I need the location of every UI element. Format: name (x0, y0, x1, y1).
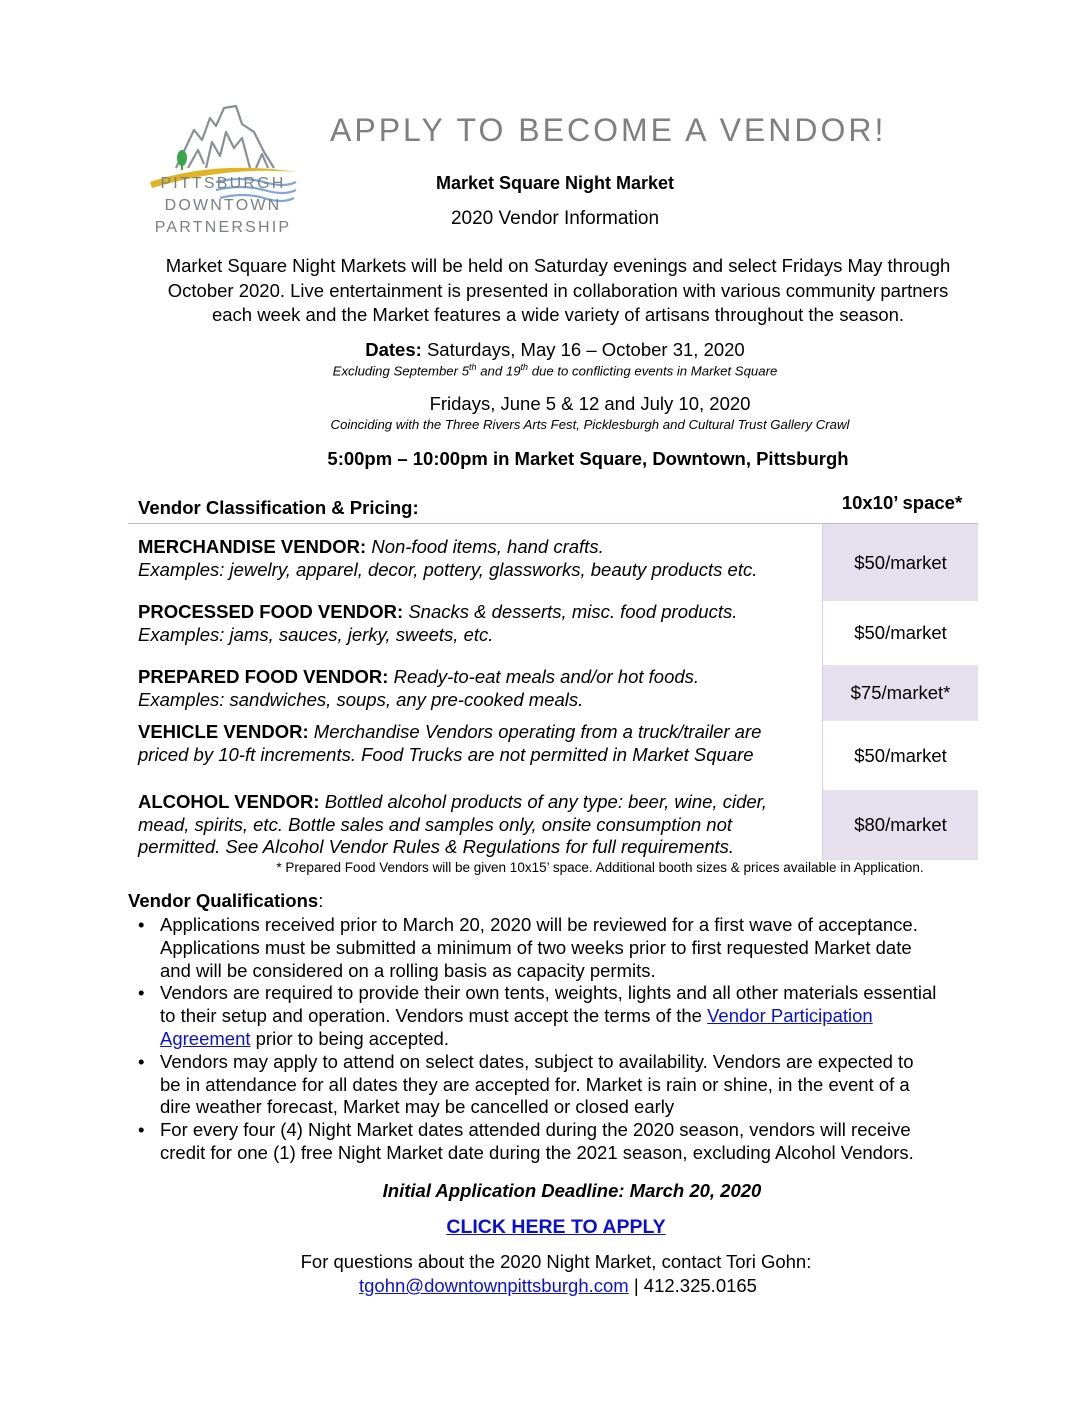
vendor-examples: Examples: sandwiches, soups, any pre-cooked meals. (138, 688, 584, 710)
note-text: and 19 (476, 363, 521, 379)
qualification-line: Applications received prior to March 20, 2020 will be reviewed for a first wave of acceptance. (160, 914, 918, 935)
price-prepared-food: $75/market* (823, 665, 978, 721)
qualification-line: and will be considered on a rolling basis as capacity permits. (160, 959, 656, 981)
bullet-icon: • (138, 1050, 145, 1072)
contact-info (0, 1275, 1088, 1297)
qualification-line: For every four (4) Night Market dates attended during the 2020 season, vendors will receive (160, 1119, 911, 1141)
note-text: due to conflicting events in Market Square (528, 363, 778, 379)
vendor-name: VEHICLE VENDOR: (138, 721, 309, 742)
vendor-examples: Examples: jewelry, apparel, decor, pottery, glassworks, beauty products etc. (138, 558, 758, 580)
dates-saturdays-note (0, 362, 1088, 378)
page-headline: APPLY TO BECOME A VENDOR! (330, 112, 887, 148)
pricing-footnote: * Prepared Food Vendors will be given 10x15’ space. Additional booth sizes & prices available in Application. (276, 860, 924, 875)
vendor-row-prepared-food (138, 666, 828, 711)
market-title: Market Square Night Market (435, 173, 675, 193)
vendor-desc-cont: mead, spirits, etc. Bottle sales and samples only, onsite consumption not (138, 813, 733, 835)
bullet-icon: • (138, 1119, 145, 1141)
vendor-examples: Examples: jams, sauces, jerky, sweets, etc. (138, 623, 494, 645)
space-header: 10x10’ space* (841, 492, 963, 513)
vendor-desc: Ready-to-eat meals and/or hot foods. (388, 666, 700, 687)
vendor-participation-agreement-link[interactable]: Vendor Participation (707, 1005, 873, 1027)
bullet-icon: • (138, 982, 145, 1004)
application-deadline: Initial Application Deadline: March 20, 2020 (382, 1180, 762, 1201)
qualification-text: prior to being accepted. (250, 1027, 449, 1049)
vendor-participation-agreement-link-cont[interactable]: Agreement (160, 1027, 251, 1049)
vendor-row-vehicle (138, 721, 828, 766)
qualifications-list (132, 914, 992, 1165)
note-text: Excluding September 5 (332, 363, 470, 379)
qualification-line (160, 1028, 992, 1051)
apply-link[interactable]: CLICK HERE TO APPLY (446, 1216, 666, 1238)
vendor-info-subtitle: 2020 Vendor Information (450, 208, 660, 229)
price-processed-food: $50/market (854, 622, 947, 643)
vendor-row-alcohol (138, 791, 828, 859)
vendor-desc: Bottled alcohol products of any type: beer, wine, cider, (319, 791, 767, 812)
vendor-desc: Merchandise Vendors operating from a truck/trailer are (308, 721, 762, 742)
qualifications-title-text: Vendor Qualifications (128, 890, 319, 911)
vendor-name: PREPARED FOOD VENDOR: (138, 666, 389, 687)
dates-label: Dates: (365, 339, 422, 360)
qualification-item (132, 914, 992, 982)
qualification-text: to their setup and operation. Vendors must accept the terms of the (160, 1005, 708, 1027)
vendor-name: PROCESSED FOOD VENDOR: (138, 601, 404, 622)
vendor-desc-cont: permitted. See Alcohol Vendor Rules & Regulations for full requirements. (138, 836, 735, 857)
vendor-desc: Non-food items, hand crafts. (366, 536, 604, 557)
logo-text-line1: PITTSBURGH (160, 175, 286, 192)
price-merchandise: $50/market (823, 524, 978, 601)
intro-line: each week and the Market features a wide variety of artisans throughout the season. (211, 304, 905, 325)
intro-line: Market Square Night Markets will be held on Saturday evenings and select Fridays May through (165, 255, 951, 276)
qualification-item (132, 1119, 992, 1165)
qualification-item (132, 1051, 992, 1119)
price-alcohol: $80/market (823, 790, 978, 860)
contact-line: For questions about the 2020 Night Market, contact Tori Gohn: (300, 1251, 812, 1272)
dates-saturdays-text: Saturdays, May 16 – October 31, 2020 (426, 339, 745, 360)
qualification-line: Applications must be submitted a minimum of two weeks prior to first requested Market date (160, 936, 912, 958)
contact-email-link[interactable]: tgohn@downtownpittsburgh.com (359, 1275, 629, 1296)
dates-saturdays (0, 339, 1088, 361)
qualification-line (160, 1005, 992, 1028)
intro-line: October 2020. Live entertainment is presented in collaboration with various community partners (167, 279, 949, 301)
note-sup: th (520, 362, 529, 372)
vendor-row-merchandise (138, 536, 828, 581)
dates-fridays-note: Coinciding with the Three Rivers Arts Fest, Picklesburgh and Cultural Trust Gallery Crawl (330, 417, 850, 432)
dates-fridays: Fridays, June 5 & 12 and July 10, 2020 (429, 393, 751, 414)
vendor-name: ALCOHOL VENDOR: (138, 791, 320, 812)
logo-text-line2: DOWNTOWN (164, 197, 282, 214)
vendor-desc-cont: priced by 10-ft increments. Food Trucks are not permitted in Market Square (138, 743, 754, 765)
contact-phone: | 412.325.0165 (628, 1275, 757, 1296)
classification-header: Vendor Classification & Pricing: (138, 497, 419, 518)
market-time-location: 5:00pm – 10:00pm in Market Square, Downtown, Pittsburgh (327, 448, 849, 469)
qualification-line: credit for one (1) free Night Market date during the 2021 season, excluding Alcohol Vendors. (160, 1141, 914, 1163)
qualification-line: Vendors may apply to attend on select dates, subject to availability. Vendors are expected to (160, 1050, 914, 1072)
intro-paragraph (128, 254, 988, 328)
bullet-icon: • (138, 914, 145, 935)
vendor-row-processed-food (138, 601, 828, 646)
qualification-line: be in attendance for all dates they are accepted for. Market is rain or shine, in the event of a (160, 1073, 910, 1095)
qualification-line: dire weather forecast, Market may be cancelled or closed early (160, 1096, 675, 1118)
price-vehicle: $50/market (854, 744, 947, 766)
qualification-line: Vendors are required to provide their own tents, weights, lights and all other materials essential (160, 982, 937, 1004)
vendor-name: MERCHANDISE VENDOR: (138, 536, 367, 557)
vendor-desc: Snacks & desserts, misc. food products. (403, 601, 738, 622)
logo-text-line3: PARTNERSHIP (154, 219, 292, 236)
qualifications-title-colon: : (318, 890, 324, 911)
note-sup: th (469, 362, 477, 372)
qualification-item (132, 982, 992, 1050)
qualifications-title (128, 890, 323, 912)
